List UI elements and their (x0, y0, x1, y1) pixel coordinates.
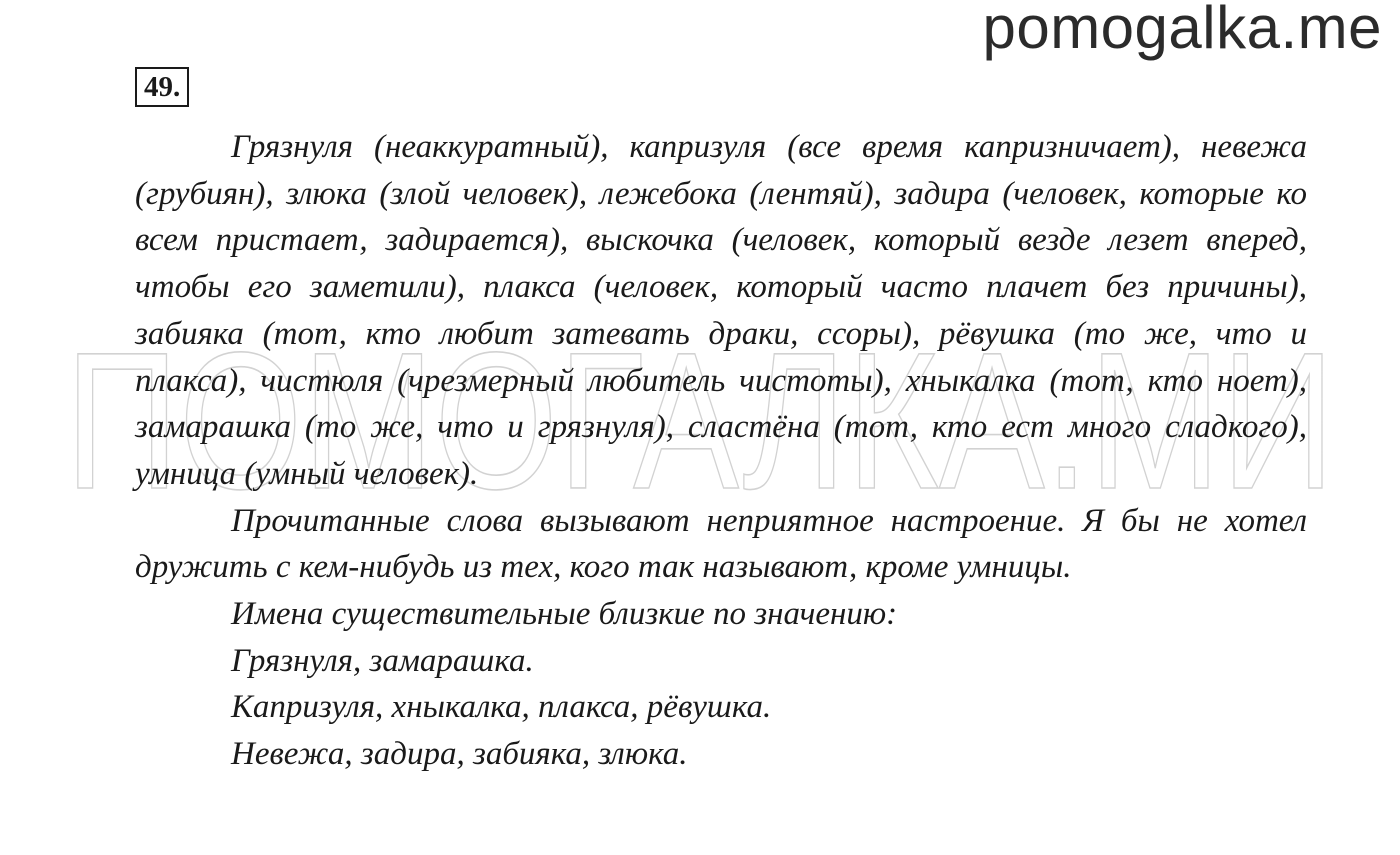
opinion-paragraph: Прочитанные слова вызывают неприятное настроение. Я бы не хотел дружить с кем-нибудь из тех, кого так называют, кроме умницы. (135, 502, 1307, 586)
definitions-paragraph: Грязнуля (неаккуратный), капризуля (все время капризничает), невежа (грубиян), злюка (злой человек), лежебока (лентяй), задира (человек, которые ко всем пристает, задирается), выскочка (человек, который везде лезет вперед, чтобы его заметили), плакса (человек, который часто плачет без причины), забияка (тот, кто любит затевать драки, ссоры), рёвушка (то же, что и плакса), чистюля (чрезмерный любитель чистоты), хныкалка (тот, кто ноет), замарашка (то же, что и грязнуля), сластёна (тот, кто ест много сладкого), умница (умный человек). (135, 129, 1307, 492)
answer-text (135, 124, 1307, 778)
synonym-group: Невежа, задира, забияка, злюка. (231, 736, 688, 773)
watermark-text: ПОМОГАЛКА.МИ (65, 338, 1335, 498)
exercise-number: 49. (135, 67, 189, 107)
synonyms-heading: Имена существительные близкие по значению: (231, 596, 898, 633)
site-brand: pomogalka.me (982, 0, 1382, 61)
synonym-group: Грязнуля, замарашка. (231, 642, 534, 679)
synonym-group: Капризуля, хныкалка, плакса, рёвушка. (231, 689, 772, 726)
